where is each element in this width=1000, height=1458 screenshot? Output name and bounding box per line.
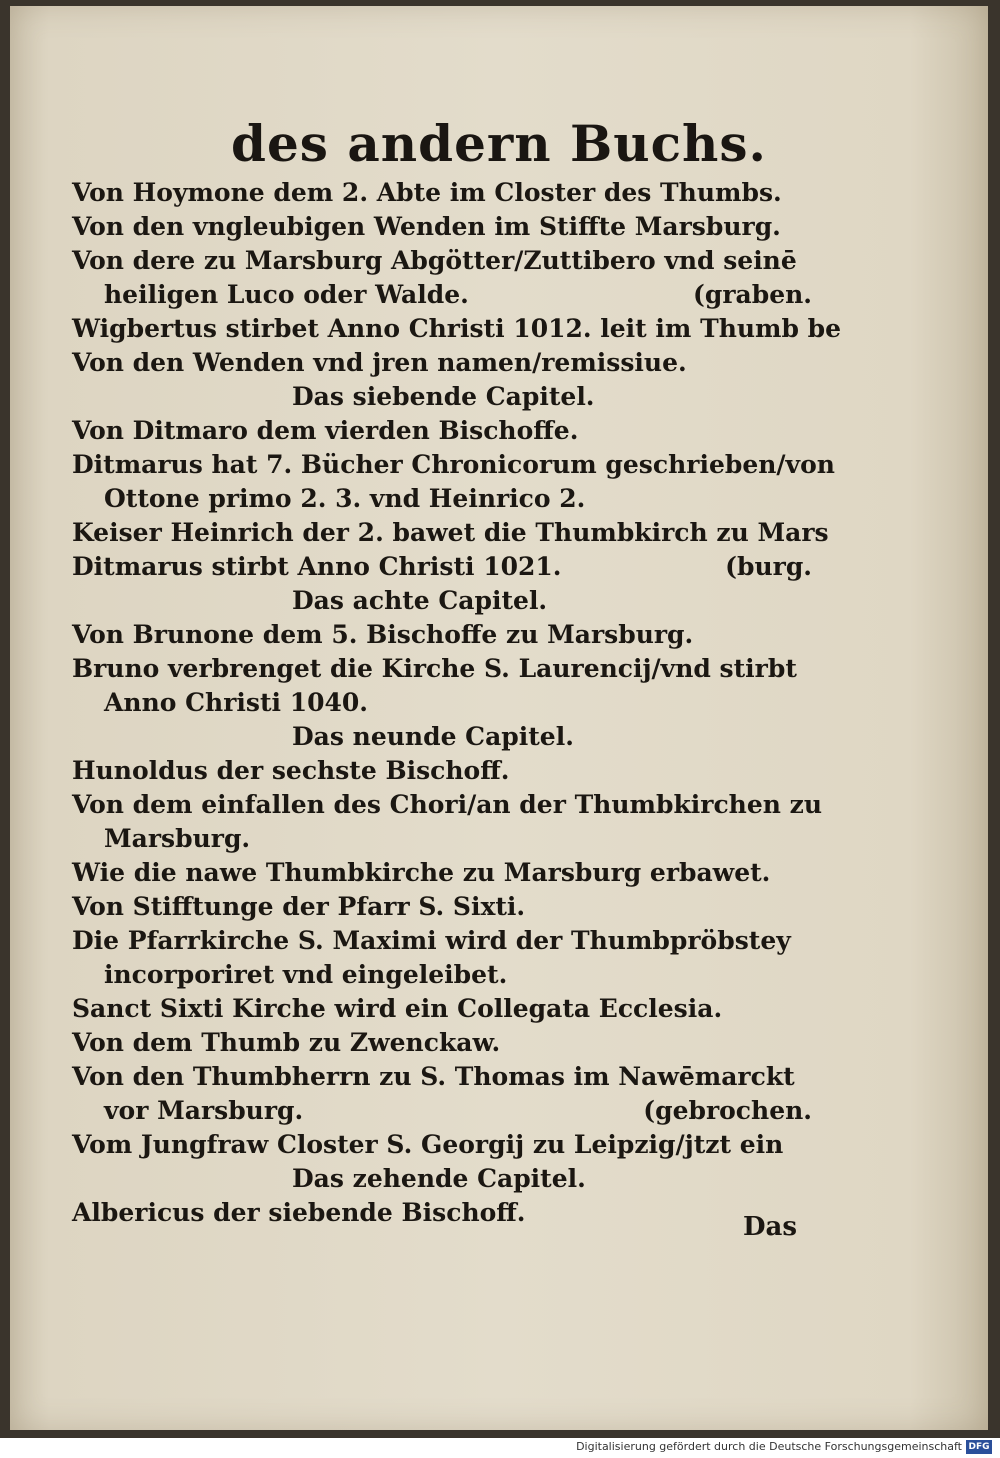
toc-entry	[72, 618, 812, 652]
toc-entry	[72, 244, 812, 278]
book-page	[10, 6, 988, 1430]
toc-entry	[72, 992, 812, 1026]
entry-text: Ottone primo 2. 3. vnd Heinrico 2.	[104, 484, 586, 513]
entry-text: Marsburg.	[104, 824, 251, 853]
toc-entry	[72, 414, 812, 448]
toc-entry	[72, 550, 812, 584]
toc-entry	[72, 924, 812, 958]
toc-entry	[72, 788, 822, 822]
toc-entry	[72, 1128, 812, 1162]
entry-text: Das achte Capitel.	[292, 586, 548, 615]
entry-text: Das zehende Capitel.	[292, 1164, 586, 1193]
entry-text: incorporiret vnd eingeleibet.	[104, 960, 508, 989]
entry-text: heiligen Luco oder Walde.	[104, 280, 469, 309]
entry-text: Albericus der siebende Bischoff.	[72, 1198, 526, 1227]
toc-entry	[72, 346, 812, 380]
toc-entry	[72, 312, 842, 346]
entry-text: Ditmarus stirbt Anno Christi 1021.	[72, 552, 562, 581]
toc-entry	[72, 856, 812, 890]
footer-credit: Digitalisierung gefördert durch die Deutsche Forschungsgemeinschaft	[576, 1440, 962, 1453]
entry-text: Die Pfarrkirche S. Maximi wird der Thumbpröbstey	[72, 926, 791, 955]
toc-entry	[72, 176, 812, 210]
chapter-heading	[72, 720, 812, 754]
entry-text: Das neunde Capitel.	[292, 722, 574, 751]
toc-entry	[72, 278, 812, 312]
running-head: des andern Buchs.	[231, 114, 767, 173]
entry-text: Von dem Thumb zu Zwenckaw.	[72, 1028, 501, 1057]
entry-text: Von Hoymone dem 2. Abte im Closter des Thumbs.	[72, 178, 782, 207]
toc-entry	[72, 822, 812, 856]
toc-entry	[72, 890, 812, 924]
entry-text: Das siebende Capitel.	[292, 382, 595, 411]
entry-text: Von den Thumbherrn zu S. Thomas im Nawēmarckt	[72, 1062, 795, 1091]
entry-text: Von dem einfallen des Chori/an der Thumbkirchen zu	[72, 790, 822, 819]
toc-entry	[72, 1094, 812, 1128]
entry-text: Hunoldus der sechste Bischoff.	[72, 756, 510, 785]
toc-entry	[72, 1060, 812, 1094]
entry-text: Ditmarus hat 7. Bücher Chronicorum geschrieben/von	[72, 450, 835, 479]
entry-text: Von den vngleubigen Wenden im Stiffte Marsburg.	[72, 212, 781, 241]
dfg-logo: DFG	[966, 1440, 992, 1454]
carryover-text: (gebrochen.	[643, 1096, 812, 1125]
toc-entry	[72, 448, 835, 482]
toc-entry	[72, 516, 829, 550]
chapter-heading	[72, 1162, 812, 1196]
toc-entry	[72, 652, 812, 686]
toc-entry	[72, 686, 812, 720]
entry-text: Sanct Sixti Kirche wird ein Collegata Ecclesia.	[72, 994, 723, 1023]
entry-text: Von dere zu Marsburg Abgötter/Zuttibero vnd seinē	[72, 246, 797, 275]
catchword: Das	[743, 1212, 798, 1242]
table-of-contents	[72, 176, 842, 1230]
toc-entry	[72, 1196, 812, 1230]
entry-text: Von Ditmaro dem vierden Bischoffe.	[72, 416, 579, 445]
entry-text: vor Marsburg.	[104, 1096, 304, 1125]
toc-entry	[72, 754, 812, 788]
toc-entry	[72, 482, 812, 516]
carryover-text: (graben.	[693, 280, 812, 309]
entry-text: Vom Jungfraw Closter S. Georgij zu Leipzig/jtzt ein	[72, 1130, 784, 1159]
chapter-heading	[72, 584, 812, 618]
entry-text: Von Stifftunge der Pfarr S. Sixti.	[72, 892, 526, 921]
toc-entry	[72, 958, 812, 992]
entry-text: Von Brunone dem 5. Bischoffe zu Marsburg.	[72, 620, 694, 649]
toc-entry	[72, 1026, 812, 1060]
entry-text: Bruno verbrenget die Kirche S. Laurencij/vnd stirbt	[72, 654, 797, 683]
entry-text: Wigbertus stirbet Anno Christi 1012. leit im Thumb be	[72, 314, 842, 343]
carryover-text: (burg.	[725, 552, 812, 581]
chapter-heading	[72, 380, 812, 414]
entry-text: Wie die nawe Thumbkirche zu Marsburg erbawet.	[72, 858, 771, 887]
entry-text: Anno Christi 1040.	[104, 688, 368, 717]
toc-entry	[72, 210, 812, 244]
entry-text: Keiser Heinrich der 2. bawet die Thumbkirch zu Mars	[72, 518, 829, 547]
entry-text: Von den Wenden vnd jren namen/remissiue.	[72, 348, 687, 377]
